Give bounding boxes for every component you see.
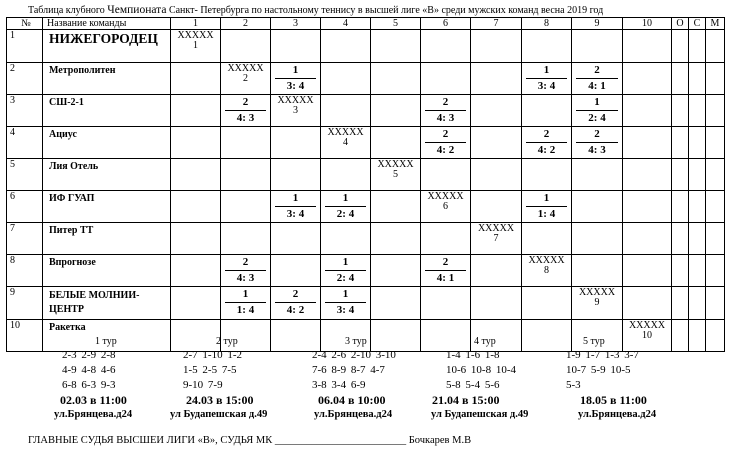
result-cell (522, 95, 572, 127)
match-score: 4: 3 (236, 112, 255, 124)
self-mark: XXXXX (528, 255, 565, 266)
header-col-6: 6 (421, 18, 471, 30)
match-points: 1 (325, 192, 366, 207)
match-result (576, 96, 618, 124)
header-col-5: 5 (371, 18, 421, 30)
result-cell (271, 63, 321, 95)
result-cell (421, 95, 471, 127)
result-cell (171, 255, 221, 287)
match-result (425, 256, 466, 284)
points-cell (672, 63, 689, 95)
match-points: 2 (225, 96, 266, 111)
sets-cell (689, 30, 706, 63)
result-cell (572, 63, 623, 95)
tour-matches-line: 3-8 3-4 6-9 (312, 379, 366, 391)
result-cell (371, 287, 421, 320)
result-cell (623, 95, 672, 127)
self-cell (371, 159, 421, 191)
match-score: 4: 3 (588, 144, 606, 156)
result-cell (321, 255, 371, 287)
match-score: 2: 4 (336, 272, 355, 284)
result-cell (171, 191, 221, 223)
header-col-3: 3 (271, 18, 321, 30)
place-cell (706, 95, 725, 127)
points-cell (672, 320, 689, 352)
tour-matches-line: 10-6 10-8 10-4 (446, 364, 516, 376)
sets-cell (689, 320, 706, 352)
result-cell (371, 127, 421, 159)
tour-matches-line: 1-4 1-6 1-8 (446, 349, 500, 361)
match-points: 2 (576, 128, 618, 143)
match-result (576, 64, 618, 92)
match-score: 4: 2 (286, 304, 305, 316)
place-cell (706, 255, 725, 287)
match-points: 1 (275, 64, 316, 79)
result-cell (623, 223, 672, 255)
match-result (275, 192, 316, 220)
self-number: 5 (393, 169, 398, 180)
self-mark: XXXXX (327, 127, 364, 138)
match-points: 1 (576, 96, 618, 111)
table-row (7, 287, 725, 320)
match-result (325, 256, 366, 284)
result-cell (271, 191, 321, 223)
points-cell (672, 95, 689, 127)
self-number: 9 (594, 297, 600, 308)
tour-address: ул.Брянцева.д24 (54, 409, 133, 420)
match-result (325, 288, 366, 316)
tour-date: 06.04 в 10:00 (318, 393, 386, 407)
self-mark: XXXXX (277, 95, 314, 106)
result-cell (421, 159, 471, 191)
result-cell (471, 159, 522, 191)
result-cell (623, 30, 672, 63)
result-cell (271, 127, 321, 159)
self-mark: XXXXX (477, 223, 515, 234)
match-result (526, 192, 567, 220)
table-row (7, 191, 725, 223)
match-score: 4: 2 (436, 144, 455, 156)
result-cell (371, 30, 421, 63)
result-cell (421, 63, 471, 95)
sets-cell (689, 159, 706, 191)
result-cell (623, 159, 672, 191)
place-cell (706, 287, 725, 320)
tour-matches-line: 9-10 7-9 (183, 379, 223, 391)
self-mark: XXXXX (427, 191, 464, 202)
match-result (225, 256, 266, 284)
place-cell (706, 223, 725, 255)
match-score: 4: 1 (436, 272, 455, 284)
tour-address: ул Будапешская д.49 (431, 409, 529, 420)
result-cell (522, 127, 572, 159)
match-points: 1 (526, 192, 567, 207)
team-name: БЕЛЫЕ МОЛНИИ-ЦЕНТР (43, 287, 171, 320)
match-result (576, 128, 618, 156)
result-cell (221, 127, 271, 159)
result-cell (221, 30, 271, 63)
self-number: 2 (243, 73, 248, 84)
match-result (425, 96, 466, 124)
result-cell (471, 127, 522, 159)
team-name: Ракетка (43, 320, 171, 352)
self-cell (522, 255, 572, 287)
result-cell (271, 30, 321, 63)
self-cell (221, 63, 271, 95)
match-points: 2 (425, 128, 466, 143)
result-cell (522, 63, 572, 95)
result-cell (171, 320, 221, 352)
team-name: СШ-2-1 (43, 95, 171, 127)
tour-date: 24.03 в 15:00 (186, 393, 254, 407)
tour-matches-line: 5-8 5-4 5-6 (446, 379, 500, 391)
place-cell (706, 127, 725, 159)
row-number: 1 (7, 30, 43, 63)
table-row (7, 63, 725, 95)
table-row (7, 95, 725, 127)
header-place: М (706, 18, 725, 30)
match-points: 1 (225, 288, 266, 303)
self-cell (572, 287, 623, 320)
result-cell (572, 191, 623, 223)
result-cell (522, 30, 572, 63)
row-number: 6 (7, 191, 43, 223)
tour-label: 2 тур (216, 336, 238, 347)
match-score: 3: 4 (336, 304, 355, 316)
result-cell (221, 95, 271, 127)
sets-cell (689, 191, 706, 223)
match-score: 1: 4 (537, 208, 556, 220)
tour-matches-line: 2-7 1-10 1-2 (183, 349, 242, 361)
result-cell (471, 287, 522, 320)
result-cell (371, 191, 421, 223)
self-cell (321, 127, 371, 159)
tour-address: ул Будапешская д.49 (170, 409, 268, 420)
self-mark: XXXXX (177, 30, 214, 41)
result-cell (471, 30, 522, 63)
tour-date: 21.04 в 15:00 (432, 393, 500, 407)
result-cell (421, 223, 471, 255)
match-result (526, 64, 567, 92)
sets-cell (689, 63, 706, 95)
match-score: 2: 4 (336, 208, 355, 220)
match-points: 2 (275, 288, 316, 303)
result-cell (623, 63, 672, 95)
header-sets: С (689, 18, 706, 30)
team-name: Лия Отель (43, 159, 171, 191)
result-cell (321, 30, 371, 63)
result-cell (271, 223, 321, 255)
match-score: 4: 1 (588, 80, 606, 92)
self-mark: XXXXX (377, 159, 414, 170)
result-cell (522, 287, 572, 320)
points-cell (672, 127, 689, 159)
match-points: 2 (425, 96, 466, 111)
header-col-2: 2 (221, 18, 271, 30)
match-score: 2: 4 (588, 112, 606, 124)
tour-matches-line: 1-5 2-5 7-5 (183, 364, 237, 376)
table-row (7, 255, 725, 287)
tour-label: 1 тур (95, 336, 117, 347)
tour-matches-line: 2-3 2-9 2-8 (62, 349, 116, 361)
result-cell (321, 95, 371, 127)
result-cell (271, 320, 321, 352)
match-points: 2 (225, 256, 266, 271)
result-cell (321, 63, 371, 95)
tour-matches-line: 5-3 (566, 379, 581, 391)
result-cell (471, 255, 522, 287)
header-points: О (672, 18, 689, 30)
result-cell (171, 127, 221, 159)
tour-label: 4 тур (474, 336, 496, 347)
result-cell (623, 255, 672, 287)
chief-judge-line: ГЛАВНЫЕ СУДЬЯ ВЫСШЕИ ЛИГИ «В», СУДЬЯ МК _________________________ Бочкарев М.В (28, 435, 472, 446)
row-number: 10 (7, 320, 43, 352)
result-cell (221, 191, 271, 223)
result-cell (522, 191, 572, 223)
match-result (425, 128, 466, 156)
result-cell (421, 287, 471, 320)
match-points: 1 (325, 256, 366, 271)
row-number: 8 (7, 255, 43, 287)
result-cell (572, 95, 623, 127)
team-name: Впрогнозе (43, 255, 171, 287)
tour-label: 3 тур (345, 336, 367, 347)
match-score: 4: 3 (236, 272, 255, 284)
self-mark: XXXXX (578, 287, 616, 298)
result-cell (221, 287, 271, 320)
result-cell (171, 223, 221, 255)
self-cell (171, 30, 221, 63)
header-col-10: 10 (623, 18, 672, 30)
result-cell (171, 63, 221, 95)
result-cell (321, 191, 371, 223)
sets-cell (689, 127, 706, 159)
match-result (225, 96, 266, 124)
match-points: 2 (425, 256, 466, 271)
self-cell (623, 320, 672, 352)
self-number: 7 (493, 233, 499, 244)
result-cell (271, 255, 321, 287)
sets-cell (689, 95, 706, 127)
match-result (275, 288, 316, 316)
header-number: № (7, 18, 43, 30)
match-points: 2 (526, 128, 567, 143)
team-name: ИФ ГУАП (43, 191, 171, 223)
result-cell (221, 159, 271, 191)
match-score: 1: 4 (236, 304, 255, 316)
result-cell (623, 127, 672, 159)
tour-label: 5 тур (583, 336, 605, 347)
self-mark: XXXXX (628, 320, 666, 331)
result-cell (371, 320, 421, 352)
result-cell (471, 63, 522, 95)
team-name: НИЖЕГОРОДЕЦ (43, 30, 171, 63)
result-cell (522, 223, 572, 255)
standings-table (6, 17, 725, 352)
sets-cell (689, 223, 706, 255)
result-cell (471, 191, 522, 223)
result-cell (271, 159, 321, 191)
result-cell (572, 127, 623, 159)
tour-date: 18.05 в 11:00 (580, 393, 647, 407)
header-col-8: 8 (522, 18, 572, 30)
sets-cell (689, 287, 706, 320)
tour-date: 02.03 в 11:00 (60, 393, 127, 407)
points-cell (672, 287, 689, 320)
place-cell (706, 30, 725, 63)
header-col-9: 9 (572, 18, 623, 30)
points-cell (672, 255, 689, 287)
row-number: 7 (7, 223, 43, 255)
header-col-7: 7 (471, 18, 522, 30)
row-number: 5 (7, 159, 43, 191)
result-cell (421, 320, 471, 352)
table-row (7, 30, 725, 63)
self-number: 6 (443, 201, 448, 212)
result-cell (221, 223, 271, 255)
result-cell (471, 95, 522, 127)
match-score: 3: 4 (286, 80, 305, 92)
row-number: 3 (7, 95, 43, 127)
self-cell (271, 95, 321, 127)
match-points: 1 (325, 288, 366, 303)
match-result (275, 64, 316, 92)
tour-address: ул.Брянцева.д24 (578, 409, 657, 420)
result-cell (171, 159, 221, 191)
self-mark: XXXXX (227, 63, 264, 74)
table-title: Таблица клубного Чемпионата Санкт- Петербурга по настольному теннису в высшей лиге «В» среди мужских команд весна 2019 год (28, 4, 604, 16)
header-team-name: Название команды (43, 18, 171, 30)
self-number: 4 (343, 137, 348, 148)
result-cell (623, 287, 672, 320)
place-cell (706, 191, 725, 223)
tour-address: ул.Брянцева.д24 (314, 409, 393, 420)
tour-matches-line: 4-9 4-8 4-6 (62, 364, 116, 376)
table-row (7, 159, 725, 191)
place-cell (706, 320, 725, 352)
result-cell (522, 320, 572, 352)
team-name: Питер ТТ (43, 223, 171, 255)
result-cell (221, 255, 271, 287)
result-cell (421, 127, 471, 159)
result-cell (321, 223, 371, 255)
result-cell (371, 95, 421, 127)
self-cell (421, 191, 471, 223)
place-cell (706, 159, 725, 191)
result-cell (321, 287, 371, 320)
row-number: 9 (7, 287, 43, 320)
result-cell (572, 30, 623, 63)
match-points: 2 (576, 64, 618, 79)
result-cell (321, 159, 371, 191)
self-number: 3 (293, 105, 298, 116)
result-cell (171, 95, 221, 127)
table-row (7, 127, 725, 159)
points-cell (672, 30, 689, 63)
result-cell (371, 255, 421, 287)
result-cell (171, 287, 221, 320)
result-cell (623, 191, 672, 223)
result-cell (522, 159, 572, 191)
self-number: 10 (642, 330, 652, 341)
match-points: 1 (526, 64, 567, 79)
match-score: 3: 4 (537, 80, 556, 92)
team-name: Метрополитен (43, 63, 171, 95)
points-cell (672, 191, 689, 223)
match-score: 4: 3 (436, 112, 455, 124)
match-result (325, 192, 366, 220)
row-number: 2 (7, 63, 43, 95)
tour-matches-line: 1-9 1-7 1-3 3-7 (566, 349, 639, 361)
result-cell (371, 223, 421, 255)
team-name: Ациус (43, 127, 171, 159)
tour-matches-line: 10-7 5-9 10-5 (566, 364, 631, 376)
match-result (526, 128, 567, 156)
points-cell (672, 223, 689, 255)
match-points: 1 (275, 192, 316, 207)
tour-matches-line: 6-8 6-3 9-3 (62, 379, 116, 391)
tour-matches-line: 2-4 2-6 2-10 3-10 (312, 349, 396, 361)
table-row (7, 223, 725, 255)
match-score: 3: 4 (286, 208, 305, 220)
header-col-1: 1 (171, 18, 221, 30)
self-number: 8 (544, 265, 549, 276)
result-cell (371, 63, 421, 95)
sets-cell (689, 255, 706, 287)
result-cell (421, 30, 471, 63)
match-score: 4: 2 (537, 144, 556, 156)
result-cell (572, 223, 623, 255)
header-col-4: 4 (321, 18, 371, 30)
result-cell (572, 159, 623, 191)
row-number: 4 (7, 127, 43, 159)
self-number: 1 (193, 40, 198, 51)
place-cell (706, 63, 725, 95)
tour-matches-line: 7-6 8-9 8-7 4-7 (312, 364, 385, 376)
result-cell (271, 287, 321, 320)
points-cell (672, 159, 689, 191)
result-cell (421, 255, 471, 287)
result-cell (572, 255, 623, 287)
match-result (225, 288, 266, 316)
self-cell (471, 223, 522, 255)
